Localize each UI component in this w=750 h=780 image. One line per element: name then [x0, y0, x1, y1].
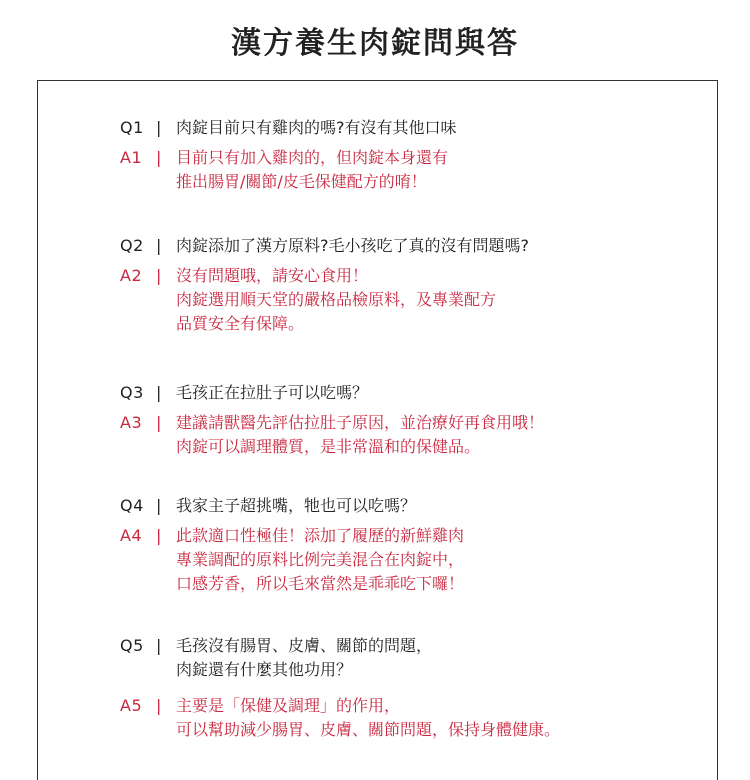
- qa-item-5: [120, 634, 700, 742]
- answer-line: 此款適口性極佳！添加了履歷的新鮮雞肉: [176, 526, 465, 545]
- answer-line: 建議請獸醫先評估拉肚子原因，並治療好再食用哦！: [176, 413, 545, 432]
- answer-line: 專業調配的原料比例完美混合在肉錠中，: [176, 550, 465, 569]
- divider: |: [156, 266, 162, 285]
- qa-item-3: [120, 381, 700, 459]
- question-text: 肉錠添加了漢方原料?毛小孩吃了真的沒有問題嗎?: [176, 236, 529, 255]
- qa-item-1: [120, 116, 700, 194]
- question-label: Q2: [120, 236, 144, 255]
- divider: |: [156, 636, 162, 655]
- answer-line: 目前只有加入雞肉的，但肉錠本身還有: [176, 148, 449, 167]
- answer-line: 沒有問題哦，請安心食用！: [176, 266, 369, 285]
- question-text: 我家主子超挑嘴，牠也可以吃嗎？: [176, 496, 417, 515]
- question-label: Q4: [120, 496, 144, 515]
- question-label: Q1: [120, 118, 144, 137]
- answer-line: 主要是「保健及調理」的作用，: [176, 696, 401, 715]
- answer-line: 口感芳香，所以毛來當然是乖乖吃下囉！: [176, 574, 465, 593]
- answer-label: A4: [120, 526, 143, 545]
- answer-label: A5: [120, 696, 143, 715]
- answer-line: 肉錠選用順天堂的嚴格品檢原料，及專業配方: [176, 290, 497, 309]
- answer-line: 肉錠可以調理體質，是非常溫和的保健品。: [176, 437, 481, 456]
- question-text: 毛孩正在拉肚子可以吃嗎？: [176, 383, 369, 402]
- answer-label: A3: [120, 413, 143, 432]
- divider: |: [156, 118, 162, 137]
- divider: |: [156, 496, 162, 515]
- page-title: 漢方養生肉錠問與答: [231, 26, 519, 61]
- answer-label: A1: [120, 148, 143, 167]
- question-line: 肉錠還有什麼其他功用？: [176, 660, 353, 679]
- divider: |: [156, 526, 162, 545]
- question-label: Q3: [120, 383, 144, 402]
- divider: |: [156, 148, 162, 167]
- answer-line: 可以幫助減少腸胃、皮膚、關節問題，保持身體健康。: [176, 720, 561, 739]
- question-text: 肉錠目前只有雞肉的嗎?有沒有其他口味: [176, 118, 457, 137]
- divider: |: [156, 236, 162, 255]
- answer-label: A2: [120, 266, 143, 285]
- question-line: 毛孩沒有腸胃、皮膚、關節的問題，: [176, 636, 433, 655]
- qa-item-4: [120, 494, 700, 596]
- answer-line: 品質安全有保障。: [176, 314, 305, 333]
- qa-item-2: [120, 234, 700, 336]
- divider: |: [156, 413, 162, 432]
- divider: |: [156, 696, 162, 715]
- question-label: Q5: [120, 636, 144, 655]
- answer-line: 推出腸胃/關節/皮毛保健配方的唷！: [176, 172, 427, 191]
- divider: |: [156, 383, 162, 402]
